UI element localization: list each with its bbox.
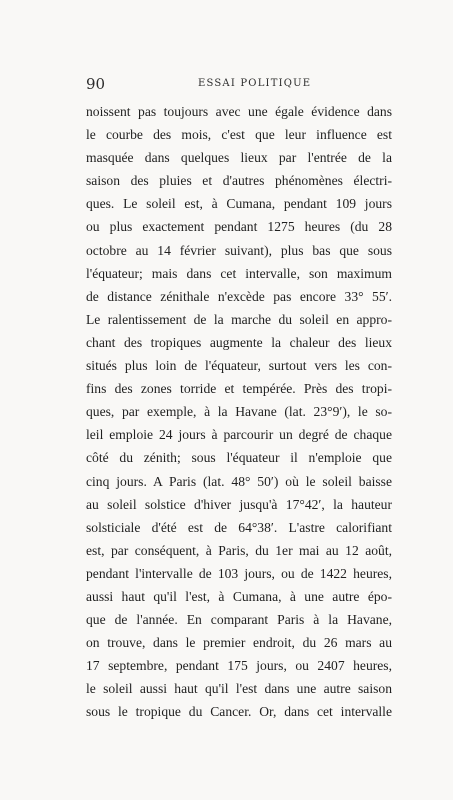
running-title: ESSAI POLITIQUE (198, 78, 312, 89)
text-line: Le ralentissement de la marche du soleil en appro- (86, 311, 392, 327)
page-header (86, 75, 392, 97)
text-line: saison des pluies et d'autres phénomènes électri- (86, 173, 392, 189)
text-line: ques. Le soleil est, à Cumana, pendant 109 jours (86, 196, 392, 212)
text-line: fins des zones torride et tempérée. Près des tropi- (86, 381, 392, 397)
text-line: chant des tropiques augmente la chaleur des lieux (86, 334, 392, 350)
text-line: au soleil solstice d'hiver jusqu'à 17°42′, la hauteur (86, 496, 392, 512)
text-line: masquée dans quelques lieux par l'entrée de la (86, 150, 392, 166)
text-line: on trouve, dans le premier endroit, du 26 mars au (86, 635, 392, 651)
text-line: cinq jours. A Paris (lat. 48° 50′) où le soleil baisse (86, 473, 392, 489)
text-line: ques, par exemple, à la Havane (lat. 23°9′), le so- (86, 404, 392, 420)
body-text (86, 100, 392, 724)
text-line: est, par conséquent, à Paris, du 1er mai au 12 août, (86, 542, 392, 558)
text-line: l'équateur; mais dans cet intervalle, son maximum (86, 265, 392, 281)
text-line: le courbe des mois, c'est que leur influence est (86, 127, 392, 143)
text-line: noissent pas toujours avec une égale évidence dans (86, 104, 392, 119)
text-line: octobre au 14 février suivant), plus bas que sous (86, 242, 392, 258)
text-line: de distance zénithale n'excède pas encore 33° 55′. (86, 288, 392, 304)
text-line: côté du zénith; sous l'équateur il n'emploie que (86, 450, 392, 466)
text-line: aussi haut qu'il l'est, à Cumana, à une autre épo- (86, 588, 392, 604)
text-line: leil emploie 24 jours à parcourir un degré de chaque (86, 427, 392, 443)
text-line: le soleil aussi haut qu'il l'est dans une autre saison (86, 681, 392, 697)
text-line: sous le tropique du Cancer. Or, dans cet intervalle (86, 704, 392, 720)
text-line: ou plus exactement pendant 1275 heures (du 28 (86, 219, 392, 235)
page-number: 90 (86, 75, 106, 93)
text-line: 17 septembre, pendant 175 jours, ou 2407 heures, (86, 658, 392, 674)
text-line: pendant l'intervalle de 103 jours, ou de 1422 heures, (86, 565, 392, 581)
text-line: situés plus loin de l'équateur, surtout vers les con- (86, 358, 392, 374)
text-line: que de l'année. En comparant Paris à la Havane, (86, 612, 392, 628)
text-line: solsticiale d'été est de 64°38′. L'astre calorifiant (86, 519, 392, 535)
